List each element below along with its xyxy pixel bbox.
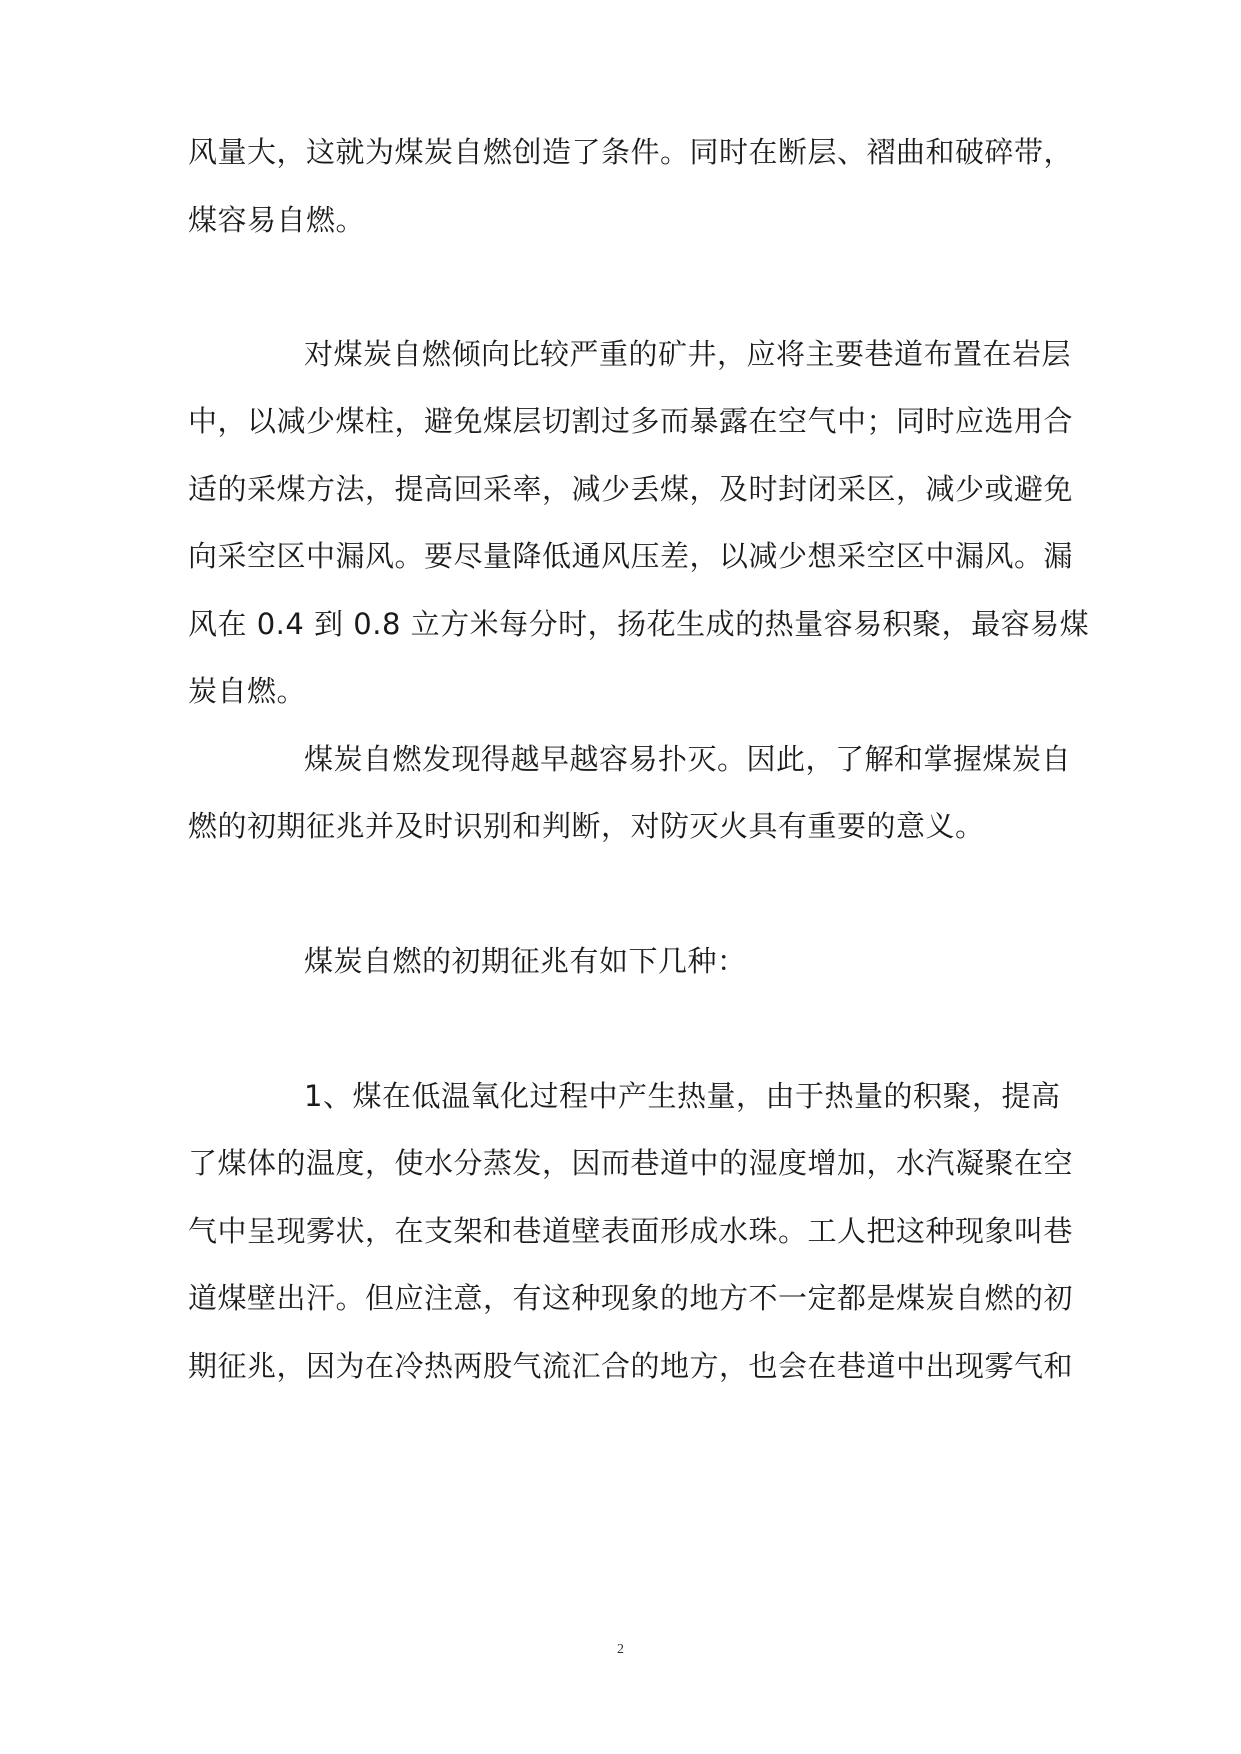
paragraph-2-line-3: 适的采煤方法，提高回采率，减少丢煤，及时封闭采区，减少或避免 [188, 472, 1074, 506]
paragraph-2-line-6: 炭自燃。 [188, 674, 307, 708]
paragraph-5-line-3: 气中呈现雾状，在支架和巷道壁表面形成水珠。工人把这种现象叫巷 [188, 1214, 1074, 1248]
page-number: 2 [617, 1642, 624, 1657]
paragraph-3-line-2: 燃的初期征兆并及时识别和判断，对防灭火具有重要的意义。 [188, 809, 985, 843]
paragraph-2-line-5: 风在 0.4 到 0.8 立方米每分时，扬花生成的热量容易积聚，最容易煤 [188, 607, 1090, 641]
paragraph-2-line-1: 对煤炭自燃倾向比较严重的矿井，应将主要巷道布置在岩层 [304, 337, 1072, 371]
paragraph-2-line-2: 中，以减少煤柱，避免煤层切割过多而暴露在空气中；同时应选用合 [188, 404, 1074, 438]
paragraph-5-line-2: 了煤体的温度，使水分蒸发，因而巷道中的湿度增加，水汽凝聚在空 [188, 1146, 1074, 1180]
paragraph-5-line-1: 1、煤在低温氧化过程中产生热量，由于热量的积聚，提高 [304, 1079, 1061, 1113]
paragraph-4-line-1: 煤炭自燃的初期征兆有如下几种： [304, 944, 747, 978]
paragraph-3-line-1: 煤炭自燃发现得越早越容易扑灭。因此，了解和掌握煤炭自 [304, 742, 1072, 776]
paragraph-5-line-5: 期征兆，因为在冷热两股气流汇合的地方，也会在巷道中出现雾气和 [188, 1349, 1074, 1383]
paragraph-1-line-2: 煤容易自燃。 [188, 203, 366, 237]
paragraph-2-line-4: 向采空区中漏风。要尽量降低通风压差，以减少想采空区中漏风。漏 [188, 539, 1074, 573]
paragraph-1-line-1: 风量大，这就为煤炭自燃创造了条件。同时在断层、褶曲和破碎带， [188, 135, 1074, 169]
paragraph-5-line-4: 道煤壁出汗。但应注意，有这种现象的地方不一定都是煤炭自燃的初 [188, 1281, 1074, 1315]
